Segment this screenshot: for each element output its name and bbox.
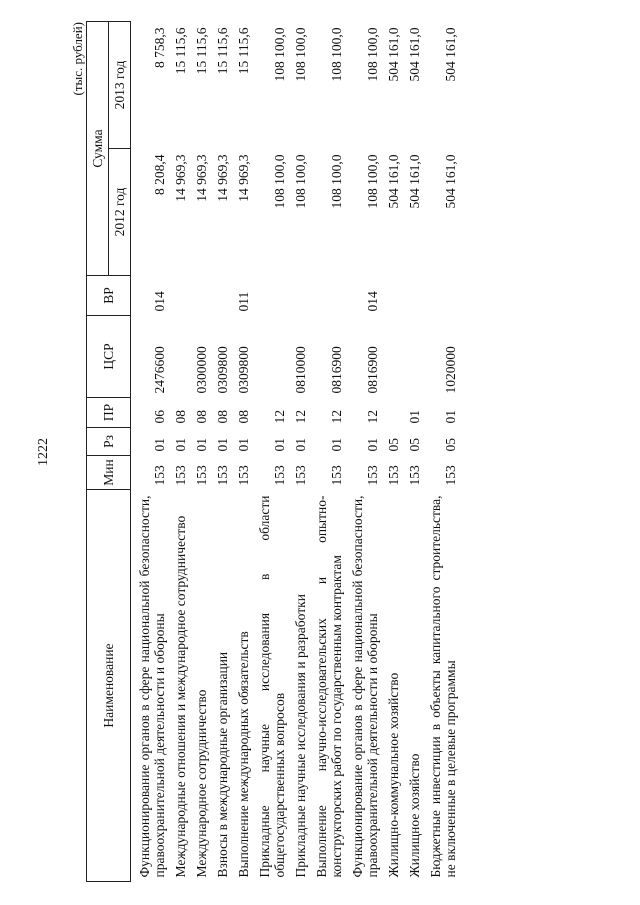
table-body <box>131 21 462 881</box>
cell-sum-2013: 15 115,6 <box>194 27 209 75</box>
cell-pr: 12 <box>365 410 380 424</box>
cell-name: Жилищное хозяйство <box>407 753 422 878</box>
cell-name: Жилищно-коммунальное хозяйство <box>386 672 401 878</box>
cell-sum-2012: 14 969,3 <box>236 154 251 202</box>
cell-sum-2013: 108 100,0 <box>365 27 380 82</box>
table-header <box>87 21 131 881</box>
cell-min: 153 <box>293 465 308 486</box>
header-2012: 2012 год <box>109 149 131 276</box>
cell-csr <box>383 316 404 398</box>
table-row <box>191 21 212 881</box>
cell-rz: 01 <box>215 438 230 452</box>
header-csr: ЦСР <box>87 316 131 398</box>
cell-min: 153 <box>386 465 401 486</box>
cell-sum-2013: 504 161,0 <box>386 27 401 82</box>
cell-sum-2012: 14 969,3 <box>215 154 230 202</box>
table-row <box>233 21 254 881</box>
cell-pr: 01 <box>407 410 422 424</box>
cell-csr: 0810000 <box>293 346 308 394</box>
cell-min: 153 <box>365 465 380 486</box>
cell-rz: 01 <box>293 438 308 452</box>
header-pr: ПР <box>87 398 131 428</box>
table-row <box>290 21 311 881</box>
header-sum: Сумма <box>87 21 109 275</box>
cell-pr: 08 <box>173 410 188 424</box>
cell-vr <box>170 276 191 316</box>
cell-sum-2012: 108 100,0 <box>365 154 380 209</box>
table-row <box>347 21 383 881</box>
table-row <box>170 21 191 881</box>
cell-csr: 0816900 <box>365 346 380 394</box>
cell-csr <box>254 316 290 398</box>
cell-pr: 01 <box>443 410 458 424</box>
cell-sum-2013: 108 100,0 <box>293 27 308 82</box>
cell-name: Бюджетные инвестиции в объекты капитального строительства, не включенные в целевые программы <box>428 495 458 878</box>
cell-csr: 1020000 <box>443 346 458 394</box>
cell-min: 153 <box>194 465 209 486</box>
cell-sum-2012: 504 161,0 <box>443 154 458 209</box>
cell-sum-2012: 504 161,0 <box>386 154 401 209</box>
cell-min: 153 <box>215 465 230 486</box>
cell-csr <box>170 316 191 398</box>
table-row <box>425 21 461 881</box>
cell-name: Международное сотрудничество <box>194 689 209 878</box>
cell-vr <box>311 276 347 316</box>
cell-rz: 01 <box>365 438 380 452</box>
cell-csr: 0816900 <box>329 346 344 394</box>
header-min: Мин <box>87 456 131 490</box>
table-row <box>311 21 347 881</box>
cell-pr: 12 <box>293 410 308 424</box>
budget-table <box>86 21 461 882</box>
table-row <box>254 21 290 881</box>
cell-rz: 01 <box>329 438 344 452</box>
cell-sum-2013: 504 161,0 <box>443 27 458 82</box>
cell-sum-2013: 15 115,6 <box>236 27 251 75</box>
cell-rz: 05 <box>407 438 422 452</box>
cell-rz: 01 <box>236 438 251 452</box>
cell-pr: 12 <box>329 410 344 424</box>
cell-vr <box>254 276 290 316</box>
cell-name: Функционирование органов в сфере национальной безопасности, правоохранительной деятельности и обороны <box>350 495 380 878</box>
table-row <box>404 21 425 881</box>
cell-min: 153 <box>407 465 422 486</box>
cell-rz: 01 <box>272 438 287 452</box>
cell-pr: 08 <box>236 410 251 424</box>
page-number: 1222 <box>36 438 51 466</box>
cell-pr: 12 <box>272 410 287 424</box>
cell-min: 153 <box>173 465 188 486</box>
cell-sum-2012: 108 100,0 <box>272 154 287 209</box>
cell-vr <box>212 276 233 316</box>
cell-name: Выполнение научно-исследовательских и опытно-конструкторских работ по государственным контрактам <box>314 495 344 878</box>
cell-vr <box>383 276 404 316</box>
cell-pr: 06 <box>152 410 167 424</box>
cell-min: 153 <box>272 465 287 486</box>
cell-vr <box>290 276 311 316</box>
cell-name: Функционирование органов в сфере национальной безопасности, правоохранительной деятельности и обороны <box>137 495 167 878</box>
units-label: (тыс. рублей) <box>70 22 85 96</box>
budget-table-sheet <box>70 22 570 882</box>
cell-sum-2013: 15 115,6 <box>215 27 230 75</box>
cell-vr <box>404 276 425 316</box>
cell-name: Прикладные научные исследования и разработки <box>293 594 308 878</box>
cell-name: Международные отношения и международное сотрудничество <box>173 515 188 878</box>
cell-csr: 0309800 <box>236 346 251 394</box>
cell-sum-2012: 108 100,0 <box>293 154 308 209</box>
cell-csr <box>404 316 425 398</box>
cell-name: Выполнение международных обязательств <box>236 631 251 878</box>
cell-vr: 014 <box>365 291 380 312</box>
cell-rz: 01 <box>173 438 188 452</box>
cell-vr <box>425 276 461 316</box>
cell-pr <box>383 398 404 428</box>
cell-sum-2013: 504 161,0 <box>407 27 422 82</box>
cell-sum-2012: 8 208,4 <box>152 154 167 195</box>
cell-sum-2012: 504 161,0 <box>407 154 422 209</box>
cell-sum-2013: 108 100,0 <box>272 27 287 82</box>
cell-sum-2013: 15 115,6 <box>173 27 188 75</box>
cell-sum-2012: 14 969,3 <box>194 154 209 202</box>
cell-vr: 011 <box>236 291 251 312</box>
cell-rz: 01 <box>194 438 209 452</box>
table-row <box>383 21 404 881</box>
table-row <box>212 21 233 881</box>
cell-csr: 0300000 <box>194 346 209 394</box>
cell-sum-2012: 108 100,0 <box>329 154 344 209</box>
cell-vr: 014 <box>152 291 167 312</box>
cell-name: Прикладные научные исследования в области общегосударственных вопросов <box>257 495 287 878</box>
table-row <box>131 21 171 881</box>
cell-csr: 2476600 <box>152 346 167 394</box>
cell-pr: 08 <box>215 410 230 424</box>
cell-rz: 05 <box>386 438 401 452</box>
cell-min: 153 <box>236 465 251 486</box>
cell-min: 153 <box>152 465 167 486</box>
cell-rz: 01 <box>152 438 167 452</box>
cell-name: Взносы в международные организации <box>215 651 230 878</box>
cell-csr: 0309800 <box>215 346 230 394</box>
cell-pr: 08 <box>194 410 209 424</box>
cell-sum-2013: 108 100,0 <box>329 27 344 82</box>
cell-vr <box>191 276 212 316</box>
cell-sum-2012: 14 969,3 <box>173 154 188 202</box>
header-vr: ВР <box>87 276 131 316</box>
header-2013: 2013 год <box>109 21 131 148</box>
cell-rz: 05 <box>443 438 458 452</box>
header-rz: Рз <box>87 428 131 456</box>
cell-sum-2013: 8 758,3 <box>152 27 167 68</box>
cell-min: 153 <box>443 465 458 486</box>
cell-min: 153 <box>329 465 344 486</box>
header-name: Наименование <box>87 490 131 882</box>
